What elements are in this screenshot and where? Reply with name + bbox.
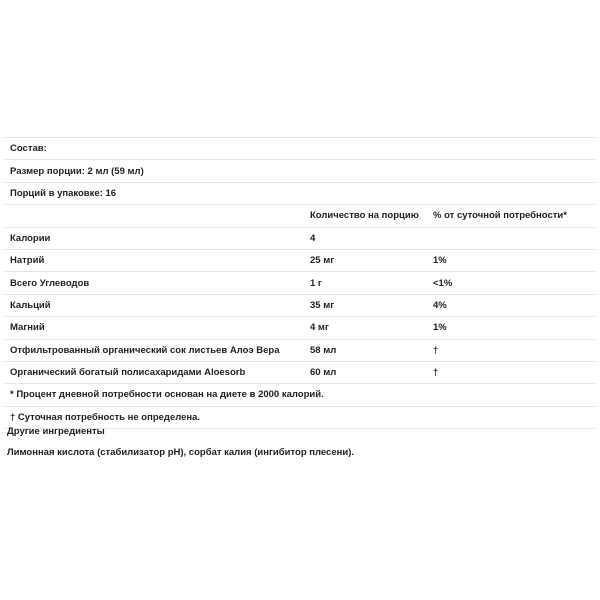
nutrient-name: Калории bbox=[5, 227, 305, 249]
table-row bbox=[5, 294, 595, 316]
footnote-daily-row bbox=[5, 384, 595, 406]
nutrient-daily-value bbox=[428, 227, 595, 249]
supplement-facts-table bbox=[5, 137, 595, 429]
nutrient-amount: 35 мг bbox=[305, 294, 428, 316]
table-row bbox=[5, 317, 595, 339]
nutrient-amount: 4 мг bbox=[305, 317, 428, 339]
composition-label: Состав: bbox=[5, 138, 595, 160]
nutrient-amount: 1 г bbox=[305, 272, 428, 294]
table-row bbox=[5, 249, 595, 271]
composition-row bbox=[5, 138, 595, 160]
table-row bbox=[5, 339, 595, 361]
nutrient-daily-value: <1% bbox=[428, 272, 595, 294]
nutrient-daily-value: † bbox=[428, 339, 595, 361]
serving-size-row bbox=[5, 160, 595, 182]
header-empty-cell bbox=[5, 205, 305, 227]
header-daily-value: % от суточной потребности* bbox=[428, 205, 595, 227]
table-row bbox=[5, 361, 595, 383]
nutrient-daily-value: 4% bbox=[428, 294, 595, 316]
header-amount: Количество на порцию bbox=[305, 205, 428, 227]
nutrient-name: Органический богатый полисахаридами Aloesorb bbox=[5, 361, 305, 383]
nutrient-name: Отфильтрованный органический сок листьев Алоэ Вера bbox=[5, 339, 305, 361]
nutrient-amount: 25 мг bbox=[305, 249, 428, 271]
servings-per-container: Порций в упаковке: 16 bbox=[5, 182, 595, 204]
nutrient-amount: 60 мл bbox=[305, 361, 428, 383]
table-header-row bbox=[5, 205, 595, 227]
nutrient-daily-value: † bbox=[428, 361, 595, 383]
other-ingredients-title: Другие ингредиенты bbox=[7, 426, 105, 437]
footnote-dagger: † Суточная потребность не определена. bbox=[5, 406, 595, 428]
servings-per-container-row bbox=[5, 182, 595, 204]
nutrient-name: Кальций bbox=[5, 294, 305, 316]
other-ingredients-text: Лимонная кислота (стабилизатор pH), сорбат калия (ингибитор плесени). bbox=[7, 447, 355, 458]
nutrient-name: Магний bbox=[5, 317, 305, 339]
serving-size: Размер порции: 2 мл (59 мл) bbox=[5, 160, 595, 182]
nutrient-name: Всего Углеводов bbox=[5, 272, 305, 294]
nutrient-amount: 4 bbox=[305, 227, 428, 249]
table-row bbox=[5, 272, 595, 294]
nutrient-amount: 58 мл bbox=[305, 339, 428, 361]
table-row bbox=[5, 227, 595, 249]
nutrient-daily-value: 1% bbox=[428, 249, 595, 271]
footnote-daily-value: * Процент дневной потребности основан на диете в 2000 калорий. bbox=[5, 384, 595, 406]
nutrient-name: Натрий bbox=[5, 249, 305, 271]
nutrient-daily-value: 1% bbox=[428, 317, 595, 339]
